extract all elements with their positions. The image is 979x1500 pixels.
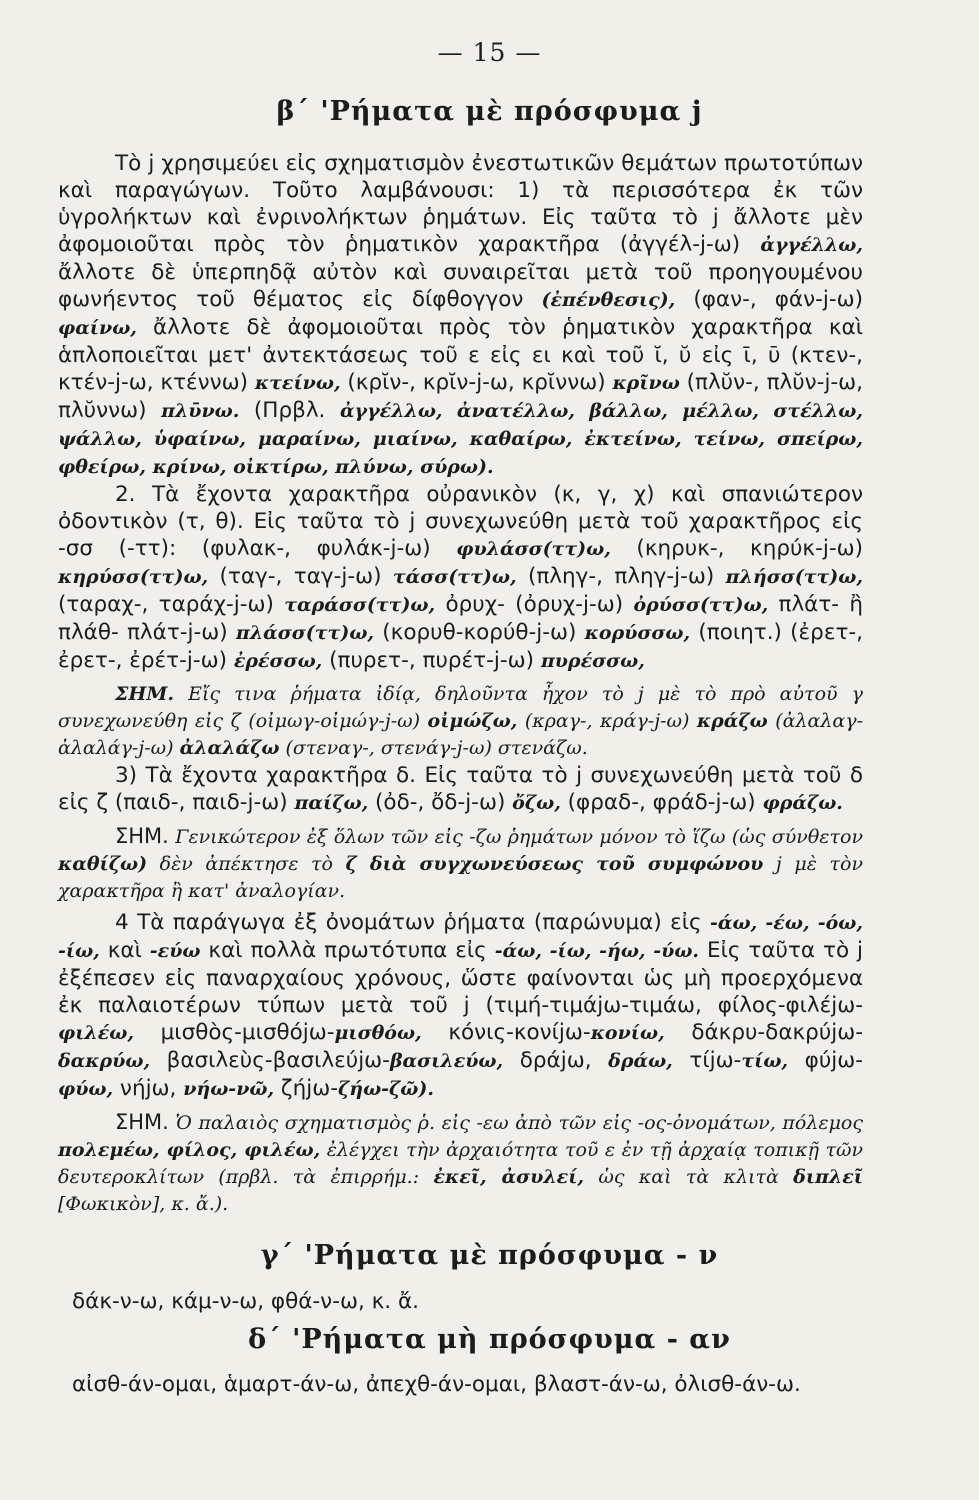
p4-text: κόνις-κονίjω- — [421, 1020, 591, 1045]
example-word: ζήω-ζῶ). — [338, 1078, 434, 1100]
p4-text: φύjω- — [788, 1048, 863, 1073]
example-word: κράζω — [696, 710, 768, 732]
p4-text: μισθὸς-μισθόjω- — [133, 1020, 335, 1045]
example-word: τάσσ(ττ)ω, — [392, 566, 517, 588]
section-b-body — [58, 150, 863, 1218]
p4-text: 4 Τὰ παράγωγα ἐξ ὀνομάτων ῥήματα (παρώνυμα) εἰς — [115, 910, 711, 935]
note-label: ΣΗΜ. — [115, 683, 175, 705]
example-word: φυλάσσ(ττ)ω, — [456, 538, 611, 560]
p2-text: πλάτ- ἢ πλάθ- πλάτ-j-ω) — [58, 592, 863, 645]
p1-text: Τὸ j χρησιμεύει εἰς σχηματισμὸν ἐνεστωτικῶν θεμάτων πρωτοτύπων καὶ παραγώγων. Τοῦτο λαμβάνουσι: 1) τὰ περισσότερα ἐκ τῶν ὑγρολήκτων καὶ ἐνρινολήκτων ῥημάτων. Εἰς ταῦτα τὸ j ἄλλοτε μὲν ἀφομοιοῦται πρὸς τὸν ῥηματικὸν χαρακτῆρα (ἀγγέλ-j-ω) — [58, 151, 863, 257]
paragraph-1 — [58, 150, 863, 481]
p1-text: (πλῠν-, πλῠν-j-ω, πλῠννω) — [58, 370, 864, 423]
example-word: ἀλαλάζω — [179, 737, 280, 759]
example-word: ὄζω, — [512, 792, 561, 814]
note-text: ἐλέγχει τὴν ἀρχαιότητα τοῦ ε ἐν τῇ ἀρχαίᾳ τοπικῇ τῶν δευτεροκλίτων (πρβλ. τὰ ἐπιρρήμ.: — [58, 1139, 863, 1188]
p2-text: ὀρυχ- (ὀρυχ-j-ω) — [435, 592, 634, 617]
example-word: πλάσσ(ττ)ω, — [235, 622, 375, 644]
example-word: κτείνω, — [254, 372, 341, 394]
note-3 — [58, 1109, 863, 1218]
p2-text: 2. Τὰ ἔχοντα χαρακτῆρα οὐρανικὸν (κ, γ, χ) καὶ σπανιώτερον ὀδοντικὸν (τ, θ). Εἰς ταῦτα τὸ j συνεχωνεύθη μετὰ τοῦ χαρακτῆρος εἰς -σσ (-ττ): (φυλακ-, φυλάκ-j-ω) — [58, 482, 863, 561]
p4-text: τίjω- — [672, 1048, 742, 1073]
paragraph-3 — [58, 762, 863, 817]
page-number: — 15 — — [437, 38, 542, 67]
section-d-examples: αἰσθ-άν-ομαι, ἁμαρτ-άν-ω, ἀπεχθ-άν-ομαι, βλαστ-άν-ω, ὀλισθ-άν-ω. — [72, 1372, 801, 1397]
p3-text: (ὀδ-, ὄδ-j-ω) — [368, 790, 513, 815]
example-word: τίω, — [741, 1050, 789, 1072]
p2-text: (πληγ-, πληγ-j-ω) — [516, 564, 726, 589]
note-text: Εἴς τινα ῥήματα ἰδίᾳ, δηλοῦντα ἦχον τὸ j μὲ τὸ πρὸ αὐτοῦ γ συνεχωνεύθη εἰς ζ (οἰμωγ-οἰμώγ-j-ω) — [58, 683, 863, 732]
example-word: ἐρέσσω, — [233, 650, 323, 672]
p2-text: (κηρυκ-, κηρύκ-j-ω) — [610, 536, 863, 561]
note-text: j μὲ τὸν χαρακτῆρα ἢ κατ' ἀναλογίαν. — [58, 853, 864, 902]
p4-text: βασιλεὺς-βασιλεύjω- — [150, 1048, 390, 1073]
example-word: πλήσσ(ττ)ω, — [725, 566, 863, 588]
section-d-title: δ΄ 'Ρήματα μὴ πρόσφυμα - αν — [248, 1324, 731, 1355]
p1-text: ἄλλοτε δὲ ἀφομοιοῦται πρὸς τὸν ῥηματικὸν χαρακτῆρα καὶ ἁπλοποιεῖται μετ' ἀντεκτάσεως τοῦ ε εἰς ει καὶ τοῦ ῐ, ῠ εἰς ῑ, ῡ (κτεν-, κτέν-j-ω, κτέννω) — [58, 315, 863, 395]
section-c-examples: δάκ-ν-ω, κάμ-ν-ω, φθά-ν-ω, κ. ἄ. — [72, 1289, 419, 1314]
note-text: [Φωκικὸν], κ. ἄ.). — [58, 1193, 229, 1215]
note-text: Ὁ παλαιὸς σχηματισμὸς ῥ. εἰς -εω ἀπὸ τῶν εἰς -ος-ὀνομάτων, πόλεμος — [168, 1112, 863, 1134]
example-word: φράζω. — [762, 792, 843, 814]
example-word: οἰμώζω, — [427, 710, 518, 732]
example-word: ὀρύσσ(ττ)ω, — [633, 594, 769, 616]
example-word: νήω-νῶ, — [183, 1078, 275, 1100]
example-word: δακρύω, — [58, 1050, 151, 1072]
example-word: (ἐπένθεσις), — [541, 289, 676, 311]
example-word: κρῖνω — [612, 372, 680, 394]
p2-text: (κορυθ-κορύθ-j-ω) — [374, 620, 585, 645]
example-word: πολεμέω, φίλος, φιλέω, — [58, 1139, 321, 1161]
p3-text: (φραδ-, φράδ-j-ω) — [560, 790, 763, 815]
p2-text: (πυρετ-, πυρέτ-j-ω) — [322, 648, 541, 673]
example-word: πυρέσσω, — [540, 650, 645, 672]
note-text: ὡς καὶ τὰ κλιτὰ — [584, 1166, 794, 1188]
p4-text: καὶ πολλὰ πρωτότυπα εἰς — [200, 938, 495, 963]
note-2 — [58, 823, 863, 905]
note-text: Γενικώτερον ἐξ ὅλων τῶν εἰς -ζω ῥημάτων μόνον τὸ ἵζω (ὡς σύνθετον — [168, 826, 863, 848]
p1-text: (φαν-, φάν-j-ω) — [675, 287, 863, 312]
note-text: δὲν ἀπέκτησε τὸ — [147, 853, 346, 875]
example-word: παίζω, — [294, 792, 369, 814]
paragraph-4 — [58, 909, 863, 1103]
example-word: βασιλεύω, — [389, 1050, 504, 1072]
note-text: (στεναγ-, στενάγ-j-ω) στενάζω. — [279, 737, 588, 759]
example-word: φύω, — [58, 1078, 114, 1100]
example-word: πλῡνω. — [161, 400, 240, 422]
example-word: κονίω, — [590, 1022, 665, 1044]
p2-text: (ταραχ-, ταράχ-j-ω) — [58, 592, 285, 617]
example-word: ταράσσ(ττ)ω, — [284, 594, 436, 616]
section-b-title: β΄ 'Ρήματα μὲ πρόσφυμα j — [276, 96, 703, 127]
paragraph-2 — [58, 481, 863, 675]
p1-text: (κρῐν-, κρῐν-j-ω, κρῐννω) — [340, 370, 613, 395]
example-word: -άω, -έω, -όω, -ίω, — [58, 912, 863, 962]
example-word: -εύω — [149, 940, 201, 962]
note-1 — [58, 681, 863, 762]
example-word: ἀγγέλλω, — [760, 234, 863, 256]
section-c-title: γ΄ 'Ρήματα μὲ πρόσφυμα - ν — [260, 1240, 719, 1271]
p4-text: Εἰς ταῦτα τὸ j ἐξέπεσεν εἰς παναρχαίους χρόνους, ὥστε φαίνονται ὡς μὴ προερχόμενα ἐκ παλαιοτέρων τύπων μετὰ τοῦ j (τιμή-τιμάjω-τιμάω, φίλος-φιλέjω- — [58, 938, 863, 1018]
example-word: μισθόω, — [334, 1022, 422, 1044]
example-word: ἐκεῖ, ἀσυλεί, — [433, 1166, 584, 1188]
example-word: καθίζω) — [58, 853, 148, 875]
example-word: διπλεῖ — [793, 1166, 863, 1188]
example-word: κορύσσω, — [584, 622, 691, 644]
example-word: φαίνω, — [58, 317, 137, 339]
p4-text: νήjω, — [113, 1076, 184, 1101]
p3-text: 3) Τὰ ἔχοντα χαρακτῆρα δ. Εἰς ταῦτα τὸ j συνεχωνεύθη μετὰ τοῦ δ εἰς ζ (παιδ-, παιδ-j-ω) — [58, 763, 863, 815]
p4-text: ζήjω- — [274, 1076, 338, 1101]
example-word: -άω, -ίω, -ήω, -ύω. — [494, 940, 700, 962]
note-label: ΣΗΜ. — [115, 824, 169, 848]
example-word: δράω, — [608, 1050, 673, 1072]
p1-text: ἄλλοτε δὲ ὑπερπηδᾷ αὐτὸν καὶ συναιρεῖται μετὰ τοῦ προηγουμένου φωνήεντος τοῦ θέματος εἰς δίφθογγον — [58, 260, 863, 312]
p2-text: (ταγ-, ταγ-j-ω) — [208, 564, 393, 589]
p1-text: (Πρβλ. — [239, 398, 340, 423]
example-list: ἀγγέλλω, ἀνατέλλω, βάλλω, μέλλω, στέλλω, ψάλλω, ὑφαίνω, μαραίνω, μιαίνω, καθαίρω, ἐκτείνω, τείνω, σπείρω, φθείρω, κρίνω, οἰκτίρω, πλύνω, σύρω). — [58, 400, 864, 478]
p2-text: (ποιητ.) (ἐρετ-, ἐρετ-, ἐρέτ-j-ω) — [58, 620, 863, 673]
p4-text: δάκρυ-δακρύjω- — [664, 1020, 864, 1045]
note-text: (ἀλαλαγ-ἀλαλάγ-j-ω) — [58, 710, 863, 759]
p4-text: δράjω, — [503, 1048, 609, 1073]
note-label: ΣΗΜ. — [115, 1110, 169, 1134]
p4-text: καὶ — [99, 938, 150, 963]
example-word: κηρύσσ(ττ)ω, — [58, 566, 209, 588]
example-word: ζ διὰ συγχωνεύσεως τοῦ συμφώνου — [345, 853, 764, 875]
example-word: φιλέω, — [58, 1022, 134, 1044]
note-text: (κραγ-, κράγ-j-ω) — [517, 710, 697, 732]
